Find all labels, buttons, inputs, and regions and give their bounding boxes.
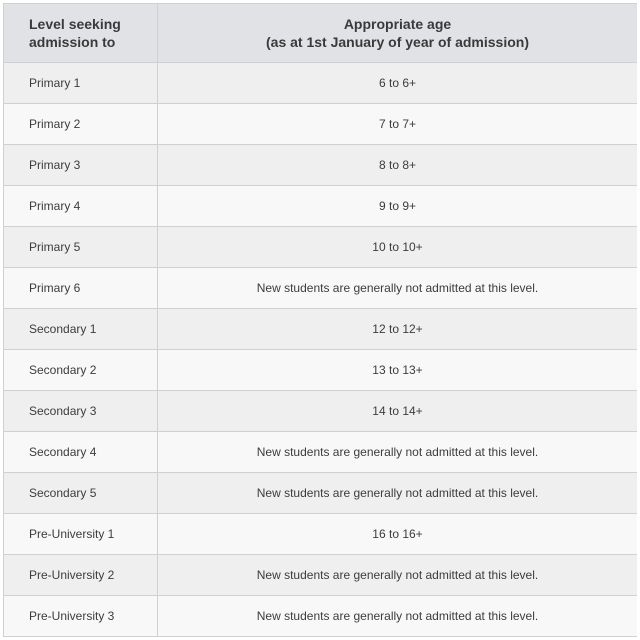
age-cell: 6 to 6+: [158, 63, 638, 104]
header-age-line2: (as at 1st January of year of admission): [266, 34, 529, 50]
age-cell: 8 to 8+: [158, 145, 638, 186]
table-row: [4, 145, 638, 186]
age-cell: New students are generally not admitted at this level.: [158, 596, 638, 637]
age-cell: 10 to 10+: [158, 227, 638, 268]
table-row: [4, 596, 638, 637]
table-row: [4, 432, 638, 473]
table-body: [4, 63, 638, 637]
level-cell: Primary 5: [4, 227, 158, 268]
header-level: [4, 4, 158, 63]
age-cell: 13 to 13+: [158, 350, 638, 391]
age-cell: New students are generally not admitted at this level.: [158, 268, 638, 309]
level-cell: Pre-University 2: [4, 555, 158, 596]
age-cell: New students are generally not admitted at this level.: [158, 432, 638, 473]
age-cell: 9 to 9+: [158, 186, 638, 227]
table-row: [4, 186, 638, 227]
table-row: [4, 104, 638, 145]
table-row: [4, 63, 638, 104]
level-cell: Secondary 2: [4, 350, 158, 391]
level-cell: Primary 3: [4, 145, 158, 186]
admission-age-table: [3, 3, 637, 637]
table-row: [4, 514, 638, 555]
header-level-line2: admission to: [29, 34, 116, 50]
table-row: [4, 350, 638, 391]
header-level-line1: Level seeking: [29, 16, 121, 32]
age-cell: 12 to 12+: [158, 309, 638, 350]
table-row: [4, 473, 638, 514]
level-cell: Primary 6: [4, 268, 158, 309]
table-row: [4, 309, 638, 350]
level-cell: Primary 1: [4, 63, 158, 104]
level-cell: Secondary 1: [4, 309, 158, 350]
level-cell: Primary 2: [4, 104, 158, 145]
table-row: [4, 268, 638, 309]
level-cell: Pre-University 1: [4, 514, 158, 555]
header-row: [4, 4, 638, 63]
table-row: [4, 227, 638, 268]
age-cell: 14 to 14+: [158, 391, 638, 432]
level-cell: Secondary 3: [4, 391, 158, 432]
table-row: [4, 555, 638, 596]
age-cell: 16 to 16+: [158, 514, 638, 555]
level-cell: Primary 4: [4, 186, 158, 227]
header-age-line1: Appropriate age: [343, 16, 452, 32]
level-cell: Secondary 5: [4, 473, 158, 514]
table-row: [4, 391, 638, 432]
age-cell: New students are generally not admitted at this level.: [158, 555, 638, 596]
level-cell: Secondary 4: [4, 432, 158, 473]
table-header: [4, 4, 638, 63]
header-age: [158, 4, 638, 63]
admission-age-table-container: [3, 3, 637, 637]
age-cell: 7 to 7+: [158, 104, 638, 145]
age-cell: New students are generally not admitted at this level.: [158, 473, 638, 514]
level-cell: Pre-University 3: [4, 596, 158, 637]
